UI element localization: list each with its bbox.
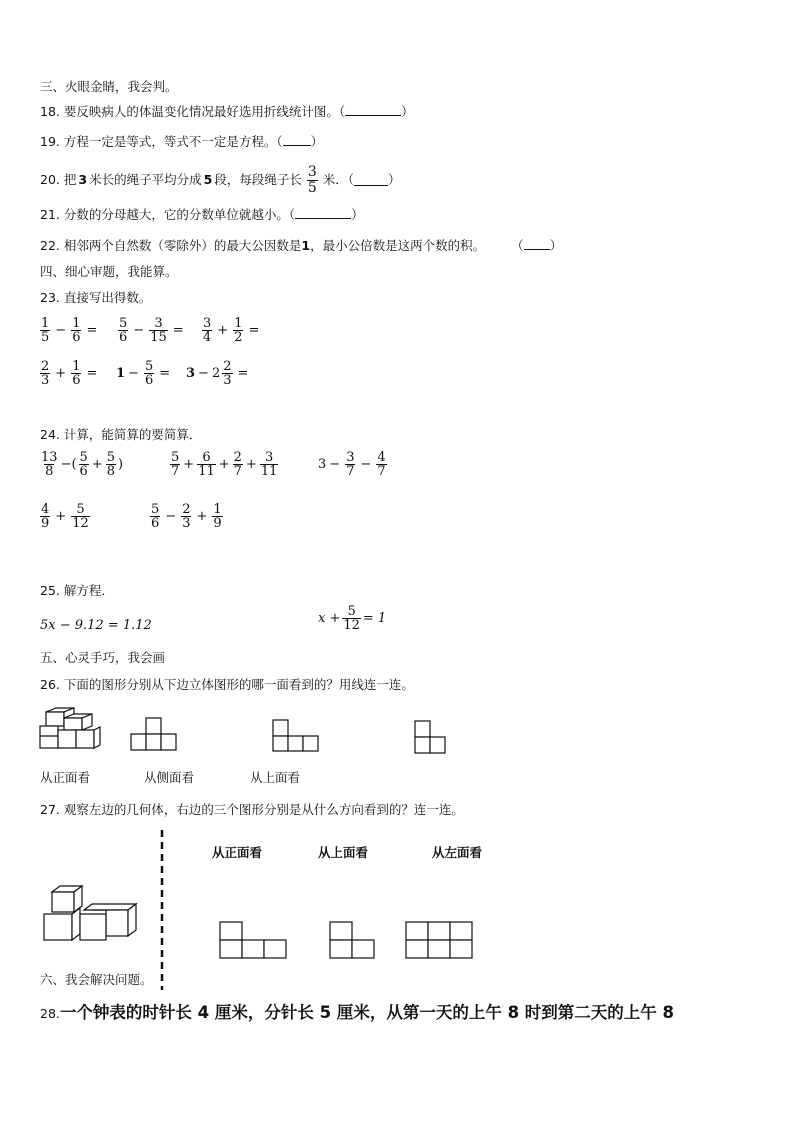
view-label-side: 从侧面看 — [144, 770, 195, 785]
question-28: 28.一个钟表的时针长 4 厘米，分针长 5 厘米，从第一天的上午 8 时到第二天的上午 8 — [40, 1003, 675, 1022]
question-19: 19. 方程一定是等式，等式不一定是方程。（ ） — [40, 134, 324, 149]
view-label-top: 从上面看 — [318, 845, 369, 860]
question-24: 24. 计算，能简算的要简算． — [40, 427, 202, 442]
question-22: 22. 相邻两个自然数（零除外）的最大公因数是1，最小公倍数是这两个数的积。 （ ） — [40, 238, 563, 253]
view-shape-b — [329, 920, 377, 960]
calc-item: 3 − $\frac{3}{7}$ − $\frac{4}{7}$ — [318, 450, 386, 479]
section-6-heading: 六、我会解决问题。 — [40, 972, 153, 987]
oral-calc-item: $\frac{1}{5}$ − $\frac{1}{6}$ = — [41, 316, 98, 345]
question-text: 要反映病人的体温变化情况最好选用折线统计图。（ — [63, 104, 346, 119]
view-shape-2 — [272, 719, 320, 753]
question-20: 20. 把 3 米长的绳子平均分成 5 段，每段绳子长 $\frac{3}{5}$ 米．（ ） — [40, 163, 401, 196]
calc-item: $\frac{5}{6}$ − $\frac{2}{3}$ + $\frac{1}{9}$ — [151, 502, 222, 531]
equation-a: 5x − 9.12 = 1.12 — [40, 618, 152, 633]
section-4-heading: 四、细心审题，我能算。 — [40, 264, 178, 279]
oral-calc-item: 1 − $\frac{5}{6}$ = — [116, 359, 171, 388]
question-text: 分数的分母越大，它的分数单位就越小。（ — [63, 207, 296, 222]
calc-item: $\frac{13}{8}$ −( $\frac{5}{6}$ + $\frac{5}{8}$ ) — [41, 450, 124, 479]
fraction-three-fifths: $\frac{3}{5}$ — [307, 163, 317, 196]
equation-b: x + $\frac{5}{12}$ = 1 — [318, 604, 387, 633]
question-number: 18. — [40, 104, 60, 119]
view-label-front: 从正面看 — [40, 770, 91, 785]
calc-item: $\frac{4}{9}$ + $\frac{5}{12}$ — [41, 502, 89, 531]
section-3-heading: 三、火眼金睛，我会判。 — [40, 79, 178, 94]
view-shape-3 — [414, 720, 448, 756]
question-27: 27. 观察左边的几何体，右边的三个图形分别是从什么方向看到的？连一连。 — [40, 802, 464, 817]
section-5-heading: 五、心灵手巧，我会画 — [40, 650, 166, 665]
answer-blank[interactable] — [354, 174, 388, 186]
oral-calc-item: $\frac{5}{6}$ − $\frac{3}{15}$ = — [119, 316, 184, 345]
question-26: 26. 下面的图形分别从下边立体图形的哪一面看到的？用线连一连。 — [40, 677, 414, 692]
view-label-front: 从正面看 — [212, 845, 263, 860]
view-shape-a — [219, 920, 289, 960]
question-25: 25. 解方程． — [40, 583, 114, 598]
answer-blank[interactable] — [283, 134, 311, 146]
oral-calc-item: 3 − 2 $\frac{2}{3}$ = — [186, 359, 249, 388]
oral-calc-item: $\frac{2}{3}$ + $\frac{1}{6}$ = — [41, 359, 98, 388]
answer-blank[interactable] — [345, 104, 401, 116]
question-18: 18. 要反映病人的体温变化情况最好选用折线统计图。（ ） — [40, 104, 414, 119]
answer-blank[interactable] — [524, 238, 550, 250]
view-label-left: 从左面看 — [432, 845, 483, 860]
view-shape-c — [405, 920, 475, 960]
solid-figure-3d — [42, 884, 142, 944]
calc-item: $\frac{5}{7}$ + $\frac{6}{11}$ + $\frac{2}{7}$ + $\frac{3}{11}$ — [171, 450, 278, 479]
dashed-divider — [160, 830, 164, 990]
view-label-top: 从上面看 — [250, 770, 301, 785]
oral-calc-item: $\frac{3}{4}$ + $\frac{1}{2}$ = — [203, 316, 260, 345]
solid-figure-3d — [36, 708, 106, 754]
question-21: 21. 分数的分母越大，它的分数单位就越小。（ ） — [40, 207, 364, 222]
question-text: 方程一定是等式，等式不一定是方程。（ — [63, 134, 283, 149]
view-shape-1 — [130, 717, 178, 751]
answer-blank[interactable] — [295, 207, 351, 219]
question-23: 23. 直接写出得数。 — [40, 290, 152, 305]
